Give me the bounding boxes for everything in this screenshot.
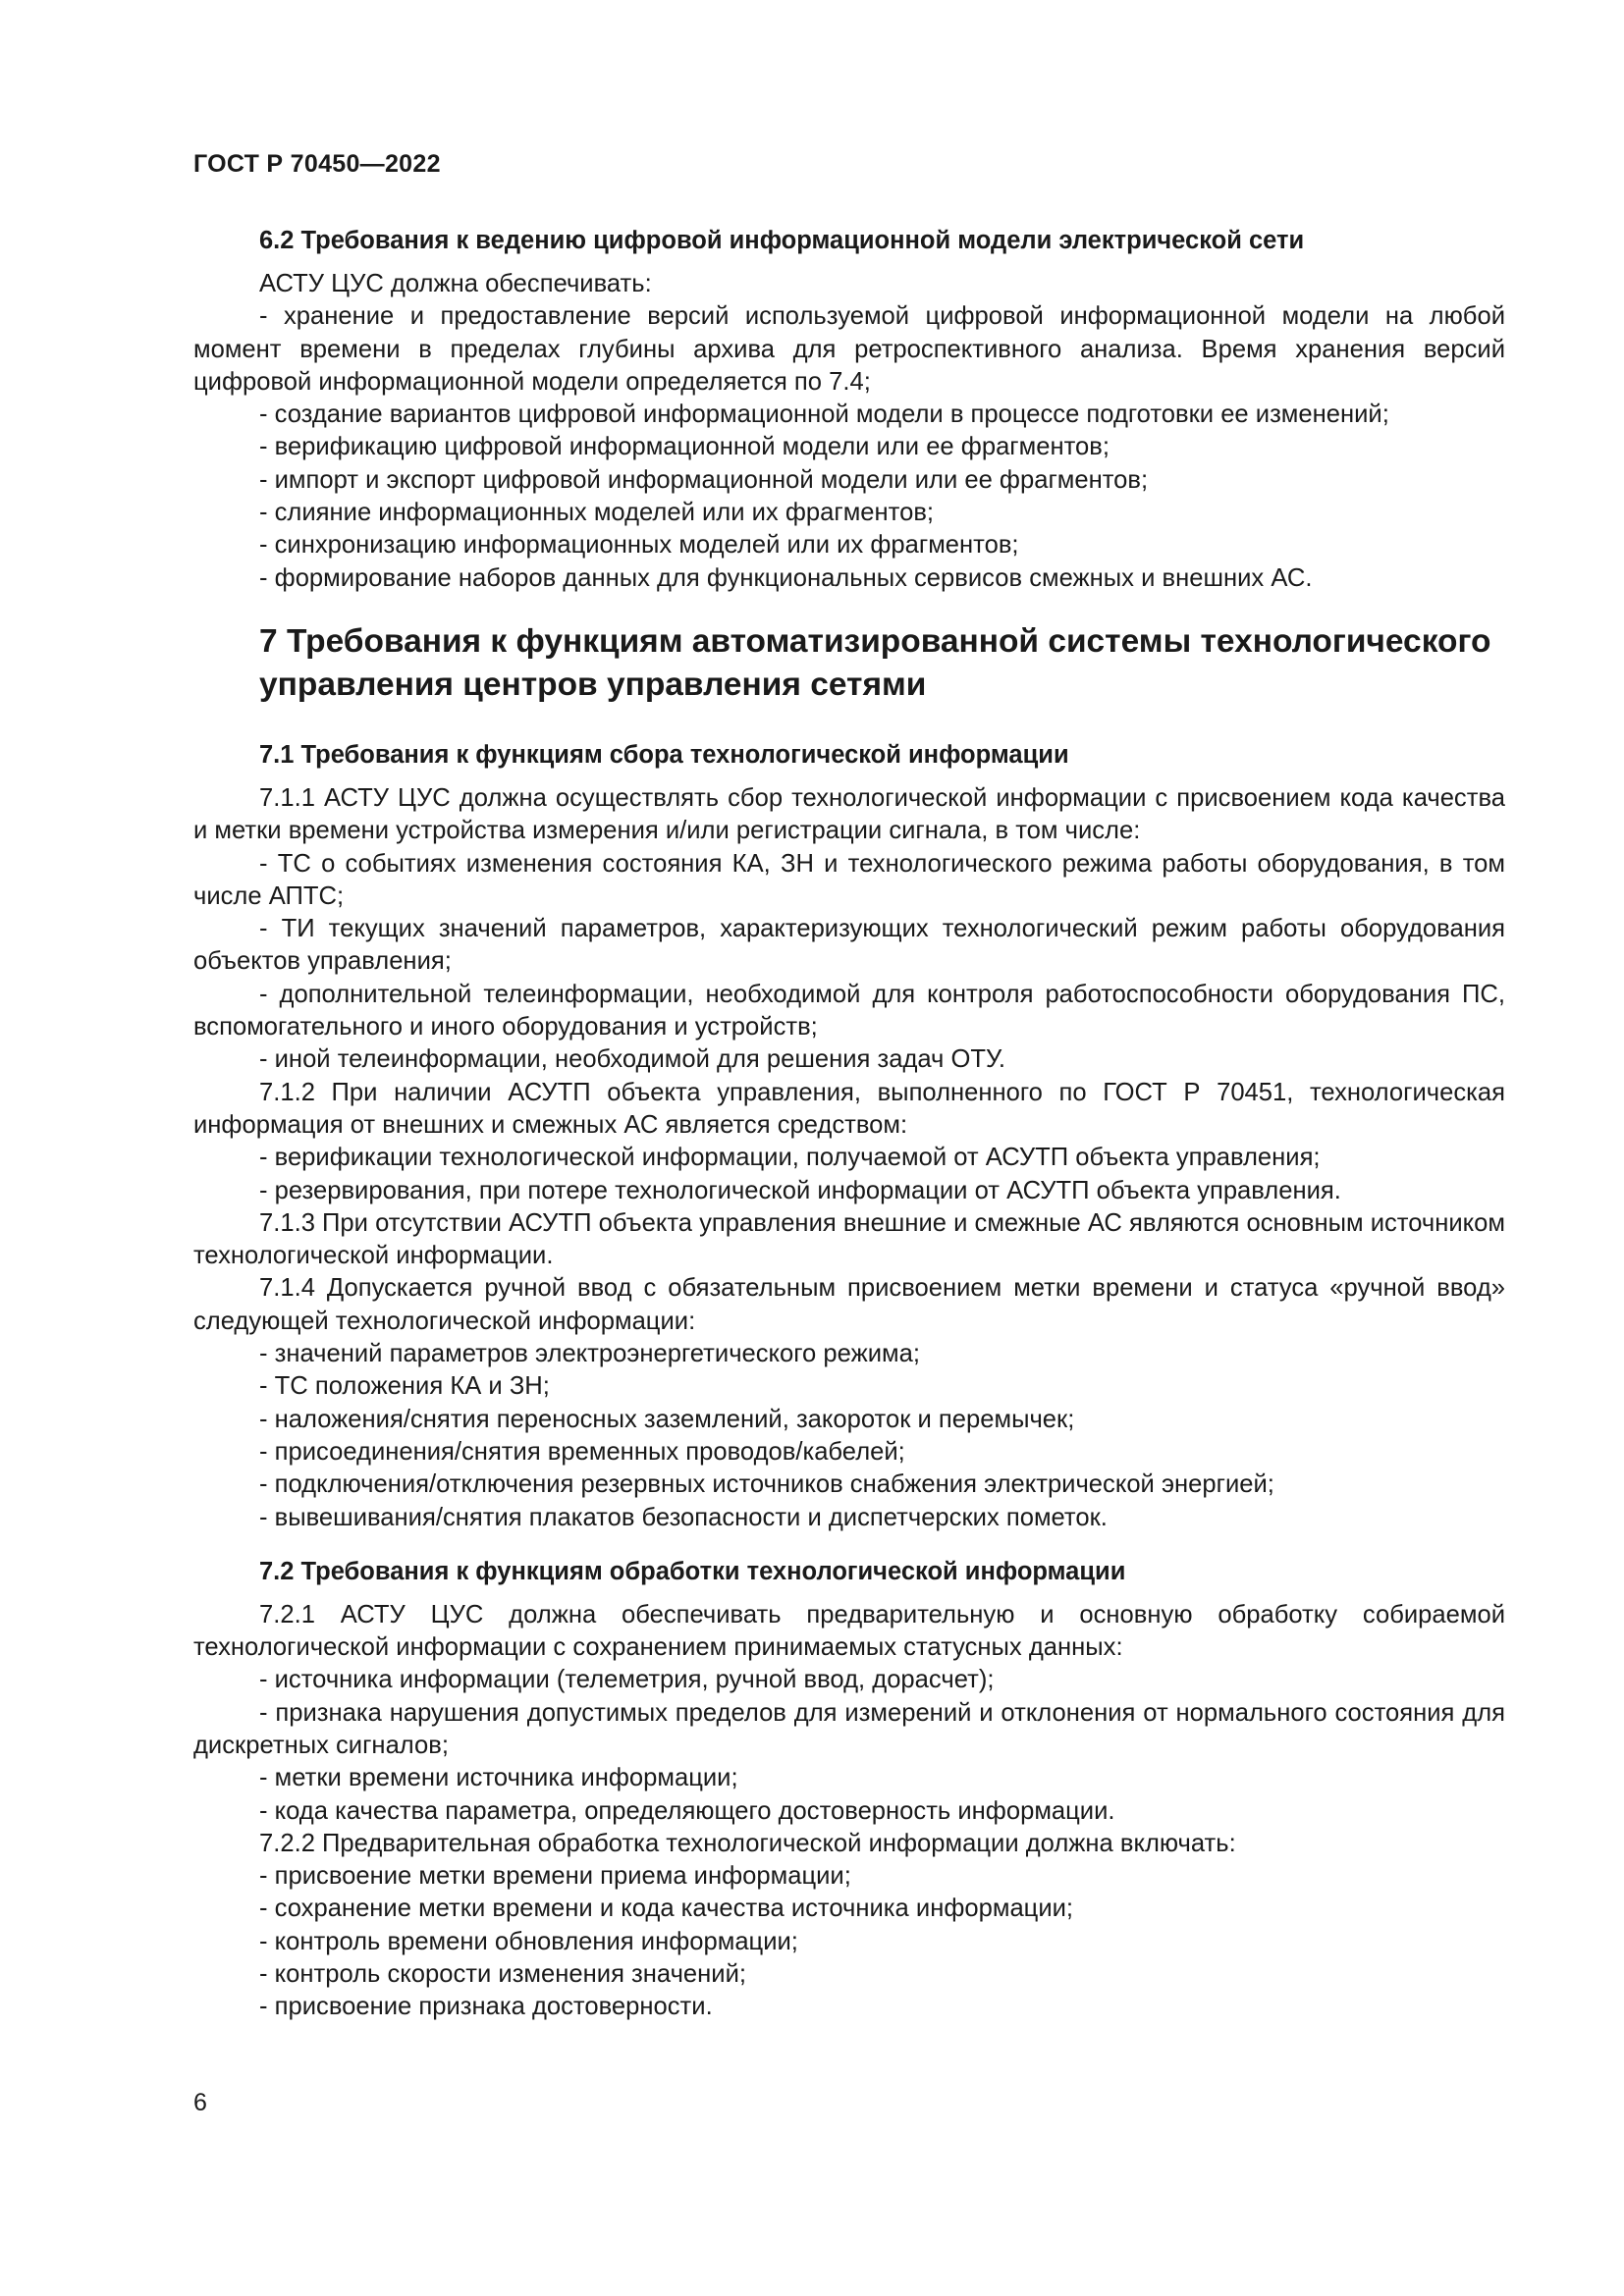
list-item: - наложения/снятия переносных заземлений, закороток и перемычек; xyxy=(259,1405,1075,1433)
list-item: - ТС положения КА и ЗН; xyxy=(259,1372,550,1401)
list-item: - формирование наборов данных для функциональных сервисов смежных и внешних АС. xyxy=(259,563,1313,592)
section-7-title: 7 Требования к функциям автоматизированной системы технологического управления центров управления сетями xyxy=(259,622,1491,703)
list-item: - присвоение признака достоверности. xyxy=(259,1993,713,2021)
paragraph-7-1-4: 7.1.4 Допускается ручной ввод с обязательным присвоением метки времени и статуса «ручной ввод» следующей технологической информации: xyxy=(193,1274,1505,1335)
list-item: - слияние информационных моделей или их фрагментов; xyxy=(259,499,935,527)
list-item: - кода качества параметра, определяющего достоверность информации. xyxy=(259,1796,1115,1825)
list-item: - метки времени источника информации; xyxy=(259,1764,738,1792)
list-item: - дополнительной телеинформации, необходимой для контроля работоспособности оборудования ПС, вспомогательного и иного оборудования и устройств; xyxy=(193,980,1505,1041)
list-item: - верификации технологической информации, получаемой от АСУТП объекта управления; xyxy=(259,1144,1321,1172)
list-item: - контроль скорости изменения значений; xyxy=(259,1960,746,1989)
list-item: - верификацию цифровой информационной модели или ее фрагментов; xyxy=(259,433,1110,461)
section-6-2-title: 6.2 Требования к ведению цифровой информационной модели электрической сети xyxy=(259,227,1305,254)
list-item: - импорт и экспорт цифровой информационной модели или ее фрагментов; xyxy=(259,465,1149,494)
page-number: 6 xyxy=(193,2089,207,2116)
document-header: ГОСТ Р 70450—2022 xyxy=(193,150,441,178)
list-item: - ТИ текущих значений параметров, характеризующих технологический режим работы оборудования объектов управления; xyxy=(193,915,1505,976)
list-item: - признака нарушения допустимых пределов для измерений и отклонения от нормального состояния для дискретных сигналов; xyxy=(193,1698,1505,1759)
section-6-2-intro: АСТУ ЦУС должна обеспечивать: xyxy=(259,270,652,297)
list-item: - сохранение метки времени и кода качества источника информации; xyxy=(259,1895,1074,1923)
list-item: - подключения/отключения резервных источников снабжения электрической энергией; xyxy=(259,1470,1274,1499)
list-item: - источника информации (телеметрия, ручной ввод, дорасчет); xyxy=(259,1666,995,1694)
list-item: - ТС о событиях изменения состояния КА, ЗН и технологического режима работы оборудования, в том числе АПТС; xyxy=(193,849,1505,910)
list-item: - присоединения/снятия временных проводов/кабелей; xyxy=(259,1437,905,1466)
list-item: - резервирования, при потере технологической информации от АСУТП объекта управления. xyxy=(259,1176,1341,1204)
list-item: - хранение и предоставление версий используемой цифровой информационной модели на любой момент времени в пределах глубины архива для ретроспективного анализа. Время хранения версий цифровой информационной модели определяется по 7.4; xyxy=(193,302,1505,396)
paragraph-7-2-1: 7.2.1 АСТУ ЦУС должна обеспечивать предварительную и основную обработку собираемой технологической информации с сохранением принимаемых статусных данных: xyxy=(193,1600,1505,1662)
document-body xyxy=(193,224,1505,2024)
section-7-1-title: 7.1 Требования к функциям сбора технологической информации xyxy=(259,740,1069,769)
paragraph-7-1-2: 7.1.2 При наличии АСУТП объекта управления, выполненного по ГОСТ Р 70451, технологическая информация от внешних и смежных АС является средством: xyxy=(193,1078,1505,1139)
list-item: - синхронизацию информационных моделей или их фрагментов; xyxy=(259,531,1019,560)
list-item: - присвоение метки времени приема информации; xyxy=(259,1862,851,1891)
list-item: - вывешивания/снятия плакатов безопасности и диспетчерских пометок. xyxy=(259,1503,1108,1531)
list-item: - значений параметров электроэнергетического режима; xyxy=(259,1340,920,1368)
list-item: - контроль времени обновления информации; xyxy=(259,1927,798,1955)
section-7-2-title: 7.2 Требования к функциям обработки технологической информации xyxy=(259,1557,1126,1585)
paragraph-7-1-1: 7.1.1 АСТУ ЦУС должна осуществлять сбор технологической информации с присвоением кода качества и метки времени устройства измерения и/или регистрации сигнала, в том числе: xyxy=(193,783,1505,845)
list-item: - иной телеинформации, необходимой для решения задач ОТУ. xyxy=(259,1045,1006,1074)
paragraph-7-1-3: 7.1.3 При отсутствии АСУТП объекта управления внешние и смежные АС являются основным источником технологической информации. xyxy=(193,1208,1505,1270)
list-item: - создание вариантов цифровой информационной модели в процессе подготовки ее изменений; xyxy=(259,400,1389,429)
paragraph-7-2-2: 7.2.2 Предварительная обработка технологической информации должна включать: xyxy=(259,1829,1236,1857)
